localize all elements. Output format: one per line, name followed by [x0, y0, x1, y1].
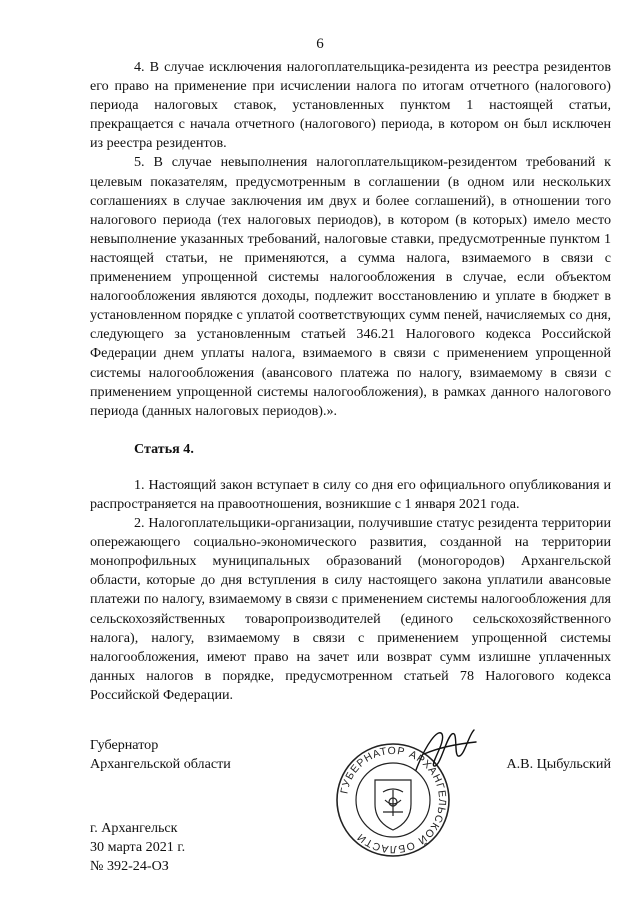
seal-ring-text: ГУБЕРНАТОР АРХАНГЕЛЬСКОЙ ОБЛАСТИ [338, 744, 449, 856]
paragraph-4: 4. В случае исключения налогоплательщика-резидента из реестра резидентов его право на применение при исчислении налога по итогам отчетного (налогового) периода налоговых ставок, установленных пунктом 1 настоящей статьи, прекращается с начала отчетного (налогового) периода, в котором он был исключен из реестра резидентов. [90, 59, 611, 152]
coat-of-arms-icon [375, 780, 411, 830]
article-4-heading: Статья 4. [134, 440, 194, 457]
place-date-block [90, 819, 185, 876]
page-number: 6 [316, 36, 324, 52]
handwritten-signature-icon [412, 724, 480, 778]
article-4-paragraph-1: 1. Настоящий закон вступает в силу со дня его официального опубликования и распространяется на правоотношения, возникшие с 1 января 2021 года. [90, 476, 611, 512]
law-number: № 392-24-ОЗ [90, 858, 169, 875]
signer-title-line-2: Архангельской области [90, 756, 231, 773]
paragraph-5: 5. В случае невыполнения налогоплательщиком-резидентом требований к целевым показателям, предусмотренным в соглашении (в одном или нескольких соглашениях в случае заключения им двух и более соглашений), в отношении того налогового периода (тех налоговых периодов), в котором (в которых) имело место невыполнение указанных требований, налоговые ставки, предусмотренные пунктом 1 настоящей статьи, не применяются, а сумма налога, взимаемого в связи с применением упрощенной системы налогообложения в случае, если объектом налогообложения являются доходы, подлежит восстановлению и уплате в бюджет в установленном порядке с уплатой соответствующих сумм пеней, начисляемых со дня, следующего за установленным статьей 346.21 Налогового кодекса Российской Федерации днем уплаты налога, взимаемого в связи с применением упрощенной системы налогообложения (авансового платежа по налогу, взимаемому в связи с применением упрощенной системы налогообложения), в рамках данного налогового периода (данных налоговых периодов).». [90, 154, 611, 419]
signer-name: А.В. Цыбульский [506, 756, 611, 772]
article-4-paragraph-2: 2. Налогоплательщики-организации, получившие статус резидента территории опережающего социально-экономического развития, созданной на территории монопрофильных муниципальных образований (моногородов) Архангельской области, которые до дня вступления в силу настоящего закона уплатили авансовые платежи по налогу, взимаемому в связи с применением системы налогообложения для сельскохозяйственных товаропроизводителей (единого сельскохозяйственного налога), налогу, взимаемому в связи с применением упрощенной системы налогообложения, имеют право на зачет или возврат сумм излишне уплаченных данных налогов в порядке, предусмотренном статьей 78 Налогового кодекса Российской Федерации. [90, 515, 611, 703]
document-body [90, 58, 611, 705]
signing-date: 30 марта 2021 г. [90, 839, 186, 856]
signer-title-line-1: Губернатор [90, 737, 159, 753]
city: г. Архангельск [90, 820, 178, 836]
signer-title [90, 736, 231, 774]
